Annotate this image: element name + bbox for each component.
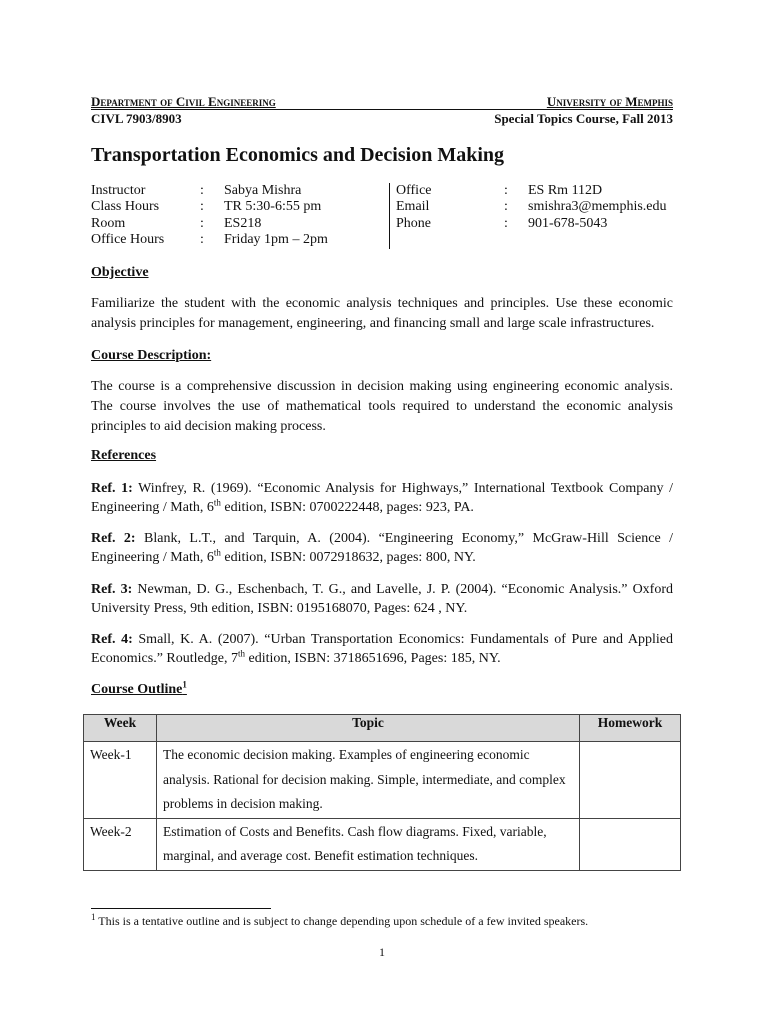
footnote-rule xyxy=(91,908,271,909)
info-right-separators xyxy=(504,183,508,232)
info-right-values xyxy=(528,183,667,232)
info-label: Office xyxy=(396,183,432,198)
reference-item: Ref. 3: Newman, D. G., Eschenbach, T. G., and Lavelle, J. P. (2004). “Economic Analysis.” Oxford University Press, 9th edition, ISBN: 0195168070, Pages: 624 , NY. xyxy=(91,582,674,616)
reference-label: Ref. 1: xyxy=(91,481,133,496)
info-left-labels xyxy=(91,183,164,248)
email-link[interactable]: smishra3@memphis.edu xyxy=(528,199,667,215)
info-separator: : xyxy=(504,215,508,231)
description-text: The course is a comprehensive discussion in decision making using engineering economic analysis. The course involves the use of mathematical tools required to understand the economic analysis principles to aid decision making process. xyxy=(91,379,673,434)
homework-cell xyxy=(580,818,681,870)
week-cell: Week-1 xyxy=(84,742,157,819)
info-label: Office Hours xyxy=(91,231,165,247)
page-title: Transportation Economics and Decision Making xyxy=(91,144,504,166)
info-label: Room xyxy=(91,215,126,231)
week-cell: Week-2 xyxy=(84,818,157,870)
info-left-values xyxy=(224,183,328,248)
info-label: Instructor xyxy=(91,183,146,198)
office-location: ES Rm 112D xyxy=(528,183,603,198)
description-heading: Course Description: xyxy=(91,348,212,363)
reference-label: Ref. 2: xyxy=(91,531,136,546)
room: ES218 xyxy=(224,215,262,231)
outline-heading: Course Outline$^1$ xyxy=(91,679,187,697)
info-separator: : xyxy=(200,199,204,215)
header-top-row xyxy=(91,94,673,109)
course-outline-table xyxy=(83,714,681,871)
reference-label: Ref. 3: xyxy=(91,582,133,597)
reference-label: Ref. 4: xyxy=(91,632,133,647)
info-separator: : xyxy=(200,183,204,198)
table-row xyxy=(84,818,681,870)
header-bottom-row xyxy=(91,111,673,126)
column-header-topic: Topic xyxy=(157,715,580,742)
info-separator: : xyxy=(504,199,508,215)
table-header-row xyxy=(84,715,681,742)
phone-number: 901-678-5043 xyxy=(528,215,608,231)
reference-item: Ref. 4: Small, K. A. (2007). “Urban Transportation Economics: Fundamentals of Pure and Applied Economics.” Routledge, 7th edition, ISBN: 3718651696, Pages: 185, NY. xyxy=(91,632,674,666)
column-header-week: Week xyxy=(84,715,157,742)
info-divider xyxy=(389,183,390,249)
class-hours: TR 5:30-6:55 pm xyxy=(224,199,322,215)
info-separator: : xyxy=(200,215,204,231)
department-name: Department of Civil Engineering xyxy=(91,94,276,109)
info-separator: : xyxy=(200,231,204,247)
university-name: University of Memphis xyxy=(546,94,673,109)
info-separator: : xyxy=(504,183,508,198)
topic-cell: Estimation of Costs and Benefits. Cash flow diagrams. Fixed, variable, marginal, and average cost. Benefit estimation techniques. xyxy=(157,818,580,870)
objective-heading: Objective xyxy=(91,265,149,280)
office-hours: Friday 1pm – 2pm xyxy=(224,231,328,247)
page-number: 1 xyxy=(379,945,385,959)
table-row xyxy=(84,742,681,819)
reference-item: Ref. 1: Winfrey, R. (1969). “Economic Analysis for Highways,” International Textbook Company / Engineering / Math, 6th edition, ISBN: 0700222448, pages: 923, PA. xyxy=(91,481,674,515)
info-label: Email xyxy=(396,199,430,215)
info-left-separators xyxy=(200,183,204,248)
header-rule xyxy=(91,109,673,110)
homework-cell xyxy=(580,742,681,819)
course-code: CIVL 7903/8903 xyxy=(91,111,182,126)
course-type: Special Topics Course, Fall 2013 xyxy=(494,111,673,126)
instructor-name: Sabya Mishra xyxy=(224,183,302,198)
objective-text: Familiarize the student with the economic analysis techniques and principles. Use these economic analysis principles for management, engineering, and financing small and large scale infrastructures. xyxy=(91,296,673,331)
info-label: Phone xyxy=(396,215,431,231)
footnote: $^1$ This is a tentative outline and is subject to change depending upon schedule of a few invited speakers. xyxy=(91,912,589,928)
references-heading: References xyxy=(91,448,157,463)
topic-cell: The economic decision making. Examples of engineering economic analysis. Rational for decision making. Simple, intermediate, and complex problems in decision making. xyxy=(157,742,580,819)
info-right-labels xyxy=(396,183,432,232)
info-label: Class Hours xyxy=(91,199,160,215)
column-header-homework: Homework xyxy=(580,715,681,742)
reference-item: Ref. 2: Blank, L.T., and Tarquin, A. (2004). “Engineering Economy,” McGraw-Hill Science / Engineering / Math, 6th edition, ISBN: 0072918632, pages: 800, NY. xyxy=(91,531,673,565)
